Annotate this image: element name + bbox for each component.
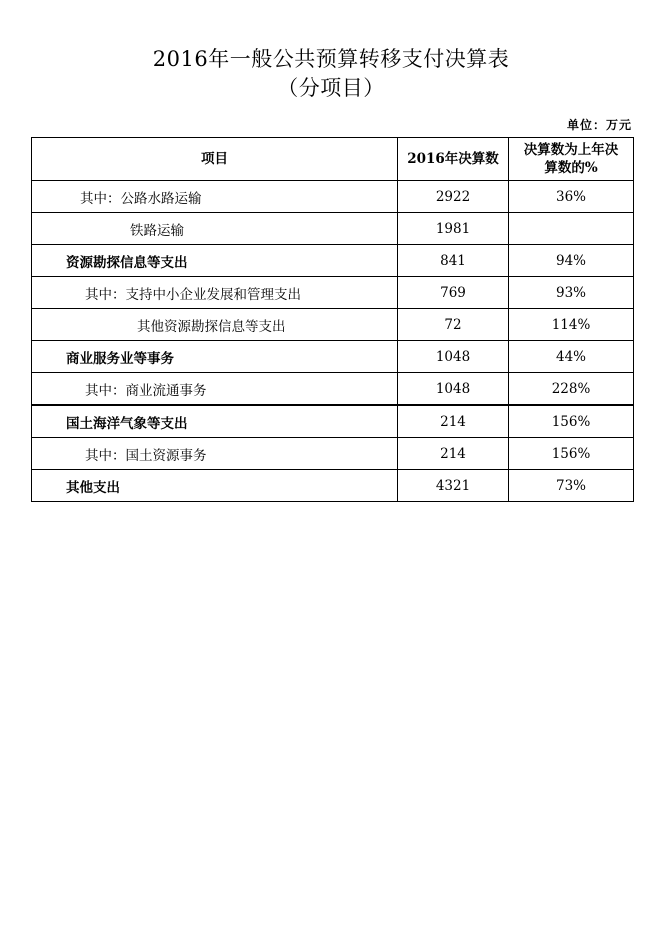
row-item: 其中：公路水路运输 (32, 181, 398, 213)
transfer-payment-table (31, 137, 634, 502)
table-row (32, 213, 634, 245)
row-pct: 228% (509, 373, 634, 406)
row-item: 其中：商业流通事务 (32, 373, 398, 406)
table-header-row (32, 138, 634, 181)
row-pct: 156% (509, 405, 634, 438)
header-pct (509, 138, 634, 181)
row-item: 其中：国土资源事务 (32, 438, 398, 470)
row-item: 资源勘探信息等支出 (32, 245, 398, 277)
row-item: 其他资源勘探信息等支出 (32, 309, 398, 341)
row-value: 1048 (398, 373, 509, 406)
row-value: 1048 (398, 341, 509, 373)
row-item: 商业服务业等事务 (32, 341, 398, 373)
row-pct: 156% (509, 438, 634, 470)
row-value: 214 (398, 438, 509, 470)
table-row (32, 181, 634, 213)
row-value: 214 (398, 405, 509, 438)
table-row (32, 245, 634, 277)
row-pct (509, 213, 634, 245)
page-subtitle: （分项目） (277, 76, 385, 100)
row-pct: 73% (509, 470, 634, 502)
row-pct: 93% (509, 277, 634, 309)
row-value: 769 (398, 277, 509, 309)
header-pct-line1: 决算数为上年决 (523, 142, 619, 158)
row-item: 国土海洋气象等支出 (32, 405, 398, 438)
row-item: 其中：支持中小企业发展和管理支出 (32, 277, 398, 309)
row-value: 72 (398, 309, 509, 341)
table-row (32, 373, 634, 406)
row-item: 其他支出 (32, 470, 398, 502)
unit-label: 单位：万元 (566, 118, 632, 132)
row-pct: 114% (509, 309, 634, 341)
table-row (32, 277, 634, 309)
table-row (32, 309, 634, 341)
row-pct: 36% (509, 181, 634, 213)
row-value: 1981 (398, 213, 509, 245)
header-budget: 2016年决算数 (398, 138, 509, 181)
row-value: 841 (398, 245, 509, 277)
page-title: 2016年一般公共预算转移支付决算表 (152, 47, 510, 71)
row-pct: 94% (509, 245, 634, 277)
table-row (32, 341, 634, 373)
row-value: 4321 (398, 470, 509, 502)
table-row (32, 405, 634, 438)
row-pct: 44% (509, 341, 634, 373)
row-item: 铁路运输 (32, 213, 398, 245)
header-pct-line2: 算数的% (544, 160, 598, 176)
row-value: 2922 (398, 181, 509, 213)
table-row (32, 438, 634, 470)
table-row (32, 470, 634, 502)
header-item: 项目 (32, 138, 398, 181)
